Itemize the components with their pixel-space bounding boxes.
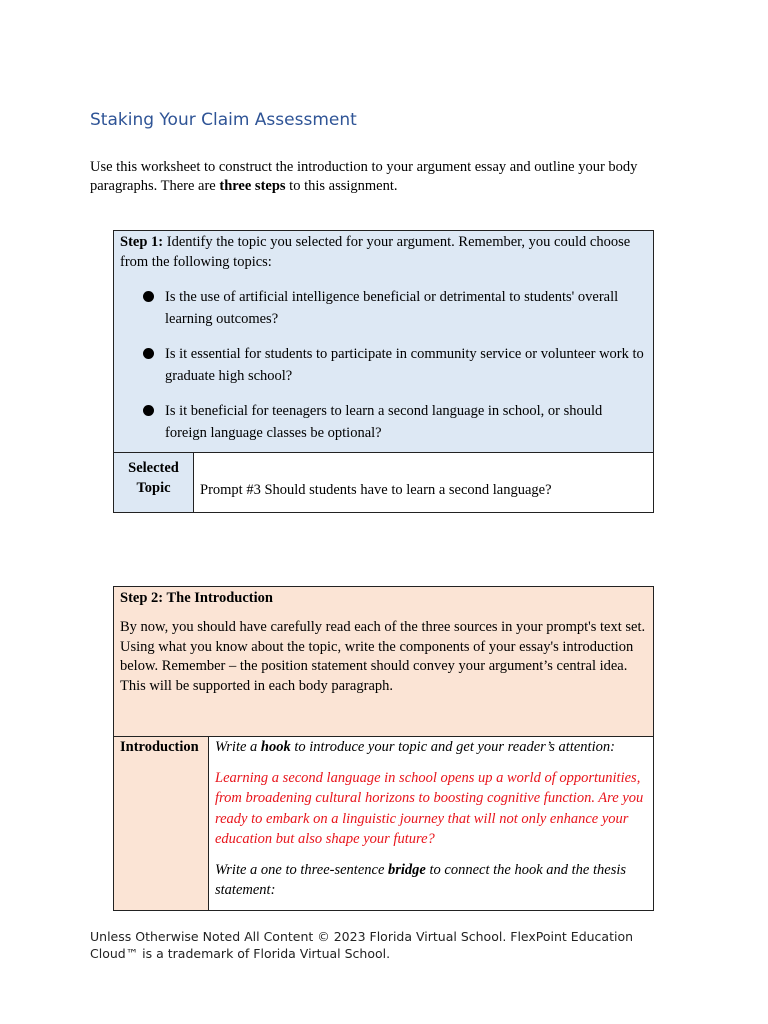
- step2-body: By now, you should have carefully read each of the three sources in your prompt's text set. Using what you know about the topic, write the components of your essay's introduction below. Remember – the position statement should convey your argument’s central idea. This will be supported in each body paragraph.: [120, 619, 646, 694]
- topic-list: [120, 286, 647, 444]
- intro-text-before: Use this worksheet to construct the introduction to your argument essay and outline your body paragraphs. There are: [90, 159, 638, 194]
- introduction-row: [114, 737, 653, 910]
- topic-item: [120, 286, 647, 330]
- hook-bold: hook: [260, 739, 291, 755]
- step1-text: Identify the topic you selected for your argument. Remember, you could choose from the following topics:: [120, 234, 631, 270]
- bridge-bold: bridge: [388, 861, 426, 878]
- hook-suffix: to introduce your topic and get your reader’s attention:: [290, 739, 615, 755]
- step2-heading: Step 2: The Introduction: [120, 590, 273, 606]
- topic-text: Is it beneficial for teenagers to learn a second language in school, or should foreign language classes be optional?: [165, 403, 603, 441]
- introduction-label: Introduction: [114, 737, 209, 910]
- step1-instructions: [120, 231, 647, 272]
- bridge-prompt: [215, 860, 647, 901]
- hook-prompt: [215, 737, 647, 758]
- bridge-prefix: Write a one to three-sentence: [215, 861, 389, 878]
- intro-text-bold: three steps: [219, 178, 286, 194]
- bullet-icon: [143, 405, 154, 416]
- selected-topic-label: Selected Topic: [114, 453, 194, 512]
- selected-topic-value[interactable]: Prompt #3 Should students have to learn a second language?: [200, 482, 552, 498]
- step1-table: [113, 230, 654, 513]
- intro-paragraph: [90, 158, 650, 196]
- topic-text: Is it essential for students to participate in community service or volunteer work to graduate high school?: [165, 346, 644, 384]
- step1-label: Step 1:: [120, 234, 164, 250]
- copyright-footer: Unless Otherwise Noted All Content © 2023 Florida Virtual School. FlexPoint Education Cloud™ is a trademark of Florida Virtual School.: [90, 929, 634, 961]
- hook-answer[interactable]: Learning a second language in school opens up a world of opportunities, from broadening cultural horizons to boosting cognitive function. Are you ready to embark on a linguistic journey that will not only enhance your education but also shape your future?: [215, 769, 644, 847]
- introduction-content[interactable]: [209, 737, 653, 910]
- page-title: Staking Your Claim Assessment: [90, 110, 357, 130]
- hook-prefix: Write a: [215, 739, 261, 755]
- bullet-icon: [143, 291, 154, 302]
- intro-text-after: to this assignment.: [285, 178, 398, 194]
- step2-header-cell: [114, 587, 653, 737]
- topic-item: [120, 400, 647, 444]
- topic-text: Is the use of artificial intelligence beneficial or detrimental to students' overall learning outcomes?: [165, 289, 619, 327]
- bridge-suffix: to connect the hook and the thesis statement:: [215, 861, 627, 898]
- selected-topic-row: [114, 453, 653, 512]
- bullet-icon: [143, 348, 154, 359]
- step1-header-cell: [114, 231, 653, 453]
- topic-item: [120, 343, 647, 387]
- step2-table: [113, 586, 654, 911]
